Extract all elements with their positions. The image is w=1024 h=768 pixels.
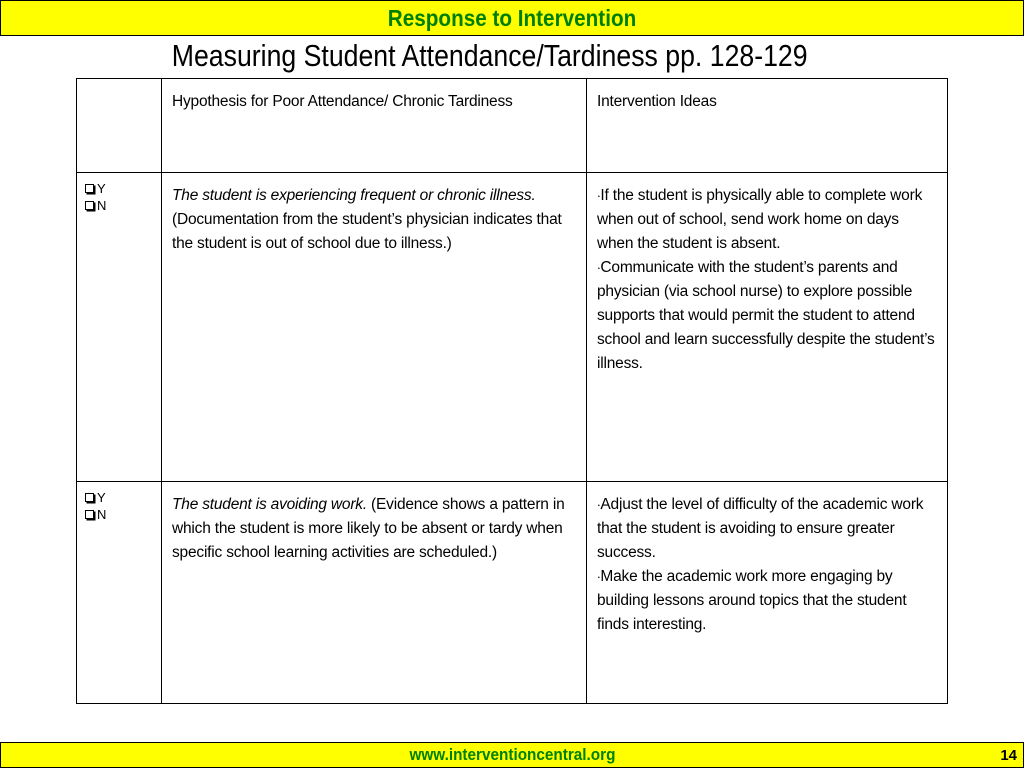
hypothesis-evidence: (Documentation from the student’s physician indicates that the student is out of school due to illness.): [172, 211, 562, 252]
yes-no-cell: [77, 482, 162, 704]
slide-title: [0, 38, 980, 74]
hypothesis-evidence: (Evidence shows a pattern in which the student is more likely to be absent or tardy when specific school learning activities are scheduled.): [172, 496, 565, 561]
hypothesis-table: [76, 78, 948, 704]
table-row: [77, 482, 948, 704]
yes-no-cell: [77, 173, 162, 482]
website-link[interactable]: www.interventioncentral.org: [408, 745, 616, 764]
header-cell-interventions: Intervention Ideas: [587, 79, 948, 173]
hypothesis-cell: [162, 482, 587, 704]
hypothesis-statement: The student is experiencing frequent or chronic illness.: [172, 187, 536, 204]
interventions-cell: [587, 173, 948, 482]
interventions-cell: [587, 482, 948, 704]
header-cell-blank: [77, 79, 162, 173]
checkbox-icon: [85, 510, 94, 519]
header-banner: [0, 0, 1024, 36]
intervention-item: ∙Communicate with the student’s parents and physician (via school nurse) to explore possible supports that would permit the student to attend school and learn successfully despite the student’s illness.: [597, 259, 935, 372]
bullet-icon: ∙: [597, 188, 601, 203]
footer-banner: [0, 742, 1024, 768]
intervention-item: ∙Adjust the level of difficulty of the academic work that the student is avoiding to ensure greater success.: [597, 496, 924, 561]
checkbox-icon: [85, 201, 94, 210]
bullet-icon: ∙: [597, 260, 601, 275]
yes-label: Y: [97, 490, 106, 505]
yes-checkbox[interactable]: [85, 180, 161, 197]
yes-checkbox[interactable]: [85, 489, 161, 506]
intervention-item: ∙Make the academic work more engaging by building lessons around topics that the student finds interesting.: [597, 568, 907, 633]
banner-title: Response to Intervention: [387, 4, 637, 31]
page-number: 14: [1000, 747, 1017, 764]
checkbox-icon: [85, 184, 94, 193]
intervention-item: ∙If the student is physically able to complete work when out of school, send work home on days when the student is absent.: [597, 187, 923, 252]
header-cell-hypothesis: Hypothesis for Poor Attendance/ Chronic Tardiness: [162, 79, 587, 173]
hypothesis-statement: The student is avoiding work.: [172, 496, 367, 513]
no-checkbox[interactable]: [85, 197, 161, 214]
yes-label: Y: [97, 181, 106, 196]
no-checkbox[interactable]: [85, 506, 161, 523]
bullet-icon: ∙: [597, 497, 601, 512]
bullet-icon: ∙: [597, 569, 601, 584]
no-label: N: [97, 507, 107, 522]
table-header-row: [77, 79, 948, 173]
hypothesis-cell: [162, 173, 587, 482]
table-row: [77, 173, 948, 482]
slide-title-text: Measuring Student Attendance/Tardiness pp. 128-129: [172, 38, 808, 73]
checkbox-icon: [85, 493, 94, 502]
no-label: N: [97, 198, 107, 213]
